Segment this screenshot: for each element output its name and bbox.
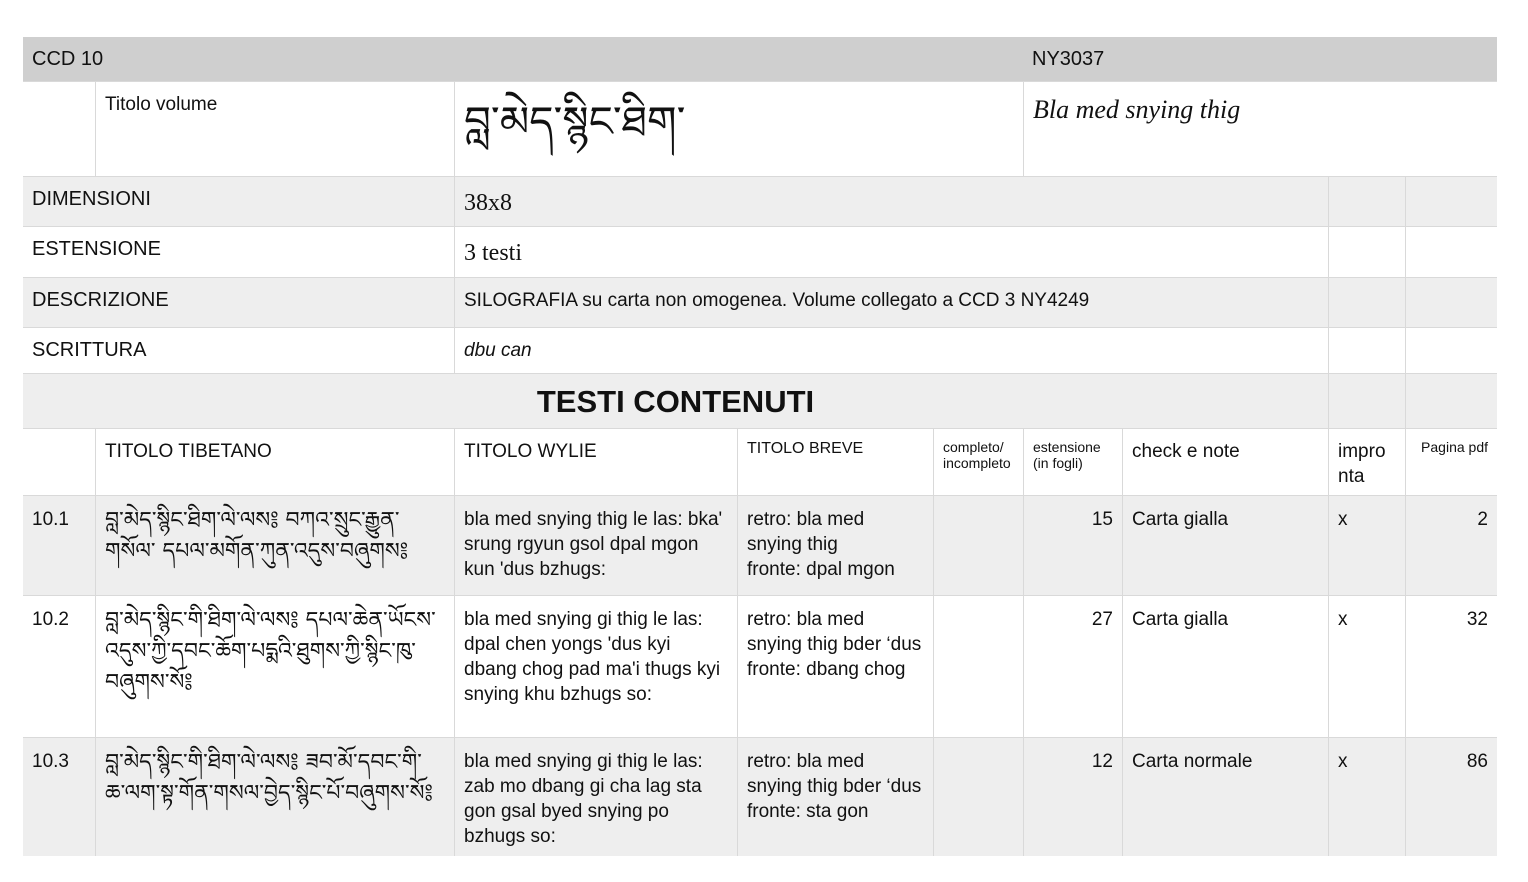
field-value: 3 testi: [455, 227, 1329, 277]
text-complete: [934, 596, 1024, 737]
field-row-descrizione: [23, 278, 1497, 328]
header-row: [23, 37, 1497, 82]
text-extent: 27: [1024, 596, 1123, 737]
text-imprint: x: [1329, 596, 1406, 737]
text-number: 10.3: [23, 738, 96, 856]
text-pdf-page: 86: [1466, 751, 1488, 772]
text-extent: 12: [1024, 738, 1123, 856]
column-header-wylie: TITOLO WYLIE: [455, 429, 738, 495]
field-label: ESTENSIONE: [23, 227, 455, 277]
title-row: [23, 82, 1497, 177]
volume-code: CCD 10: [32, 48, 104, 70]
text-pdf-page: 2: [1477, 509, 1488, 530]
title-tibetan: བླ་མེད་སྙིང་ཐིག་: [455, 82, 1024, 176]
text-title-wylie: bla med snying gi thig le las: dpal chen yongs 'dus kyi dbang chog pad ma'i thugs kyi snying khu bzhugs so:: [455, 596, 738, 737]
text-title-tibetan: བླ་མེད་སྙིང་གི་ཐིག་ལེ་ལས༔ ཟབ་མོ་དབང་གི་ ཆ་ལག་སྟ་གོན་གསལ་བྱེད་སྙིང་པོ་བཞུགས་སོ༔: [96, 738, 455, 856]
text-notes: Carta normale: [1123, 738, 1329, 856]
field-row-scrittura: [23, 328, 1497, 374]
table-row: [23, 496, 1497, 596]
volume-id: NY3037: [1032, 48, 1105, 70]
empty-cell: [1406, 278, 1497, 327]
column-header-tibetan: TITOLO TIBETANO: [96, 429, 455, 495]
empty-cell: [1329, 278, 1406, 327]
text-title-short: retro: bla med snying thig fronte: dpal mgon: [738, 496, 934, 595]
section-title: TESTI CONTENUTI: [23, 374, 1329, 428]
text-notes: Carta gialla: [1123, 596, 1329, 737]
text-title-wylie: bla med snying gi thig le las: zab mo dbang gi cha lag sta gon gsal byed snying po bzhugs so:: [455, 738, 738, 856]
empty-cell: [1329, 374, 1406, 428]
empty-cell: [1329, 227, 1406, 277]
text-notes: Carta gialla: [1123, 496, 1329, 595]
column-header-imprint: impro nta: [1329, 429, 1406, 495]
field-row-dimensioni: [23, 177, 1497, 227]
empty-cell: [23, 429, 96, 495]
field-label: DIMENSIONI: [23, 177, 455, 226]
empty-cell: [1406, 177, 1497, 226]
column-header-short: TITOLO BREVE: [738, 429, 934, 495]
text-extent: 15: [1024, 496, 1123, 595]
text-imprint: x: [1329, 738, 1406, 856]
column-header-extent: estensione (in fogli): [1024, 429, 1123, 495]
section-title-row: [23, 374, 1497, 429]
text-title-tibetan: བླ་མེད་སྙིང་གི་ཐིག་ལེ་ལས༔ དཔལ་ཆེན་ཡོངས་ འདུས་ཀྱི་དབང་ཆོག་པདྨའི་ཐུགས་ཀྱི་སྙིང་ཁུ་ བཞུགས་སོ༔: [96, 596, 455, 737]
empty-cell: [1329, 328, 1406, 373]
column-header-complete: completo/ incompleto: [934, 429, 1024, 495]
table-row: [23, 596, 1497, 738]
text-title-short: retro: bla med snying thig bder ‘dus fronte: sta gon: [738, 738, 934, 856]
field-value: dbu can: [455, 328, 1329, 373]
text-pdf-page: 32: [1466, 609, 1488, 630]
text-complete: [934, 738, 1024, 856]
text-number: 10.2: [23, 596, 96, 737]
empty-cell: [1406, 374, 1497, 428]
column-header-notes: check e note: [1123, 429, 1329, 495]
title-wylie: Bla med snying thig: [1033, 95, 1241, 124]
column-header-row: [23, 429, 1497, 496]
empty-cell: [1406, 227, 1497, 277]
column-header-pdf: Pagina pdf: [1421, 439, 1488, 455]
text-title-wylie: bla med snying thig le las: bka' srung rgyun gsol dpal mgon kun 'dus bzhugs:: [455, 496, 738, 595]
field-value: 38x8: [455, 177, 1329, 226]
field-row-estensione: [23, 227, 1497, 278]
empty-cell: [23, 82, 96, 176]
text-imprint: x: [1329, 496, 1406, 595]
empty-cell: [1406, 328, 1497, 373]
text-number: 10.1: [23, 496, 96, 595]
title-label: Titolo volume: [96, 82, 455, 176]
text-title-tibetan: བླ་མེད་སྙིང་ཐིག་ལེ་ལས༔ བཀའ་སྲུང་རྒྱུན་གསོལ་ དཔལ་མགོན་ཀུན་འདུས་བཞུགས༔: [96, 496, 455, 595]
field-label: DESCRIZIONE: [23, 278, 455, 327]
empty-cell: [1329, 177, 1406, 226]
text-complete: [934, 496, 1024, 595]
text-title-short: retro: bla med snying thig bder ‘dus fronte: dbang chog: [738, 596, 934, 737]
field-label: SCRITTURA: [23, 328, 455, 373]
table-row: [23, 738, 1497, 856]
field-value: SILOGRAFIA su carta non omogenea. Volume collegato a CCD 3 NY4249: [455, 278, 1329, 327]
